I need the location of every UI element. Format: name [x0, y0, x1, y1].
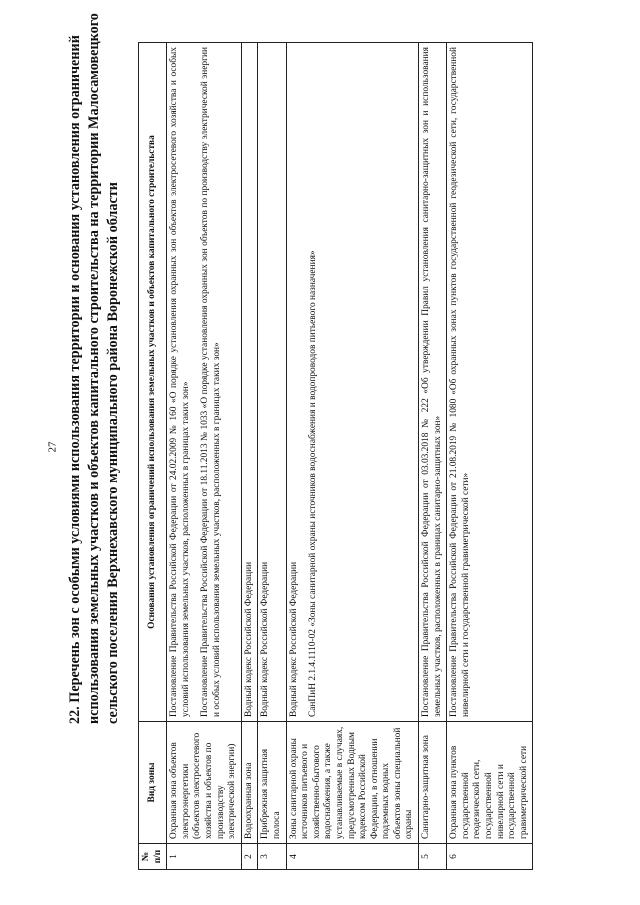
- zone-type: Охранная зона пунктов государственной геодезической сети, государственной нивелирной сети и государственной гравиметрической сети: [447, 722, 533, 844]
- zone-type: Водоохранная зона: [241, 722, 258, 844]
- basis-paragraph: Водный кодекс Российской Федерации: [288, 561, 299, 717]
- row-number: 1: [167, 844, 242, 870]
- title-line: использования земельных участков и объектов капитального строительства на территории Малосамовецкого: [86, 13, 102, 724]
- row-number: 6: [447, 844, 533, 870]
- zones-table: [138, 42, 533, 870]
- rotated-page-content: [66, 13, 586, 874]
- row-number: 3: [258, 844, 286, 870]
- row-number: 5: [419, 844, 447, 870]
- basis-paragraph: Водный кодекс Российской Федерации: [260, 561, 271, 717]
- zone-type: Санитарно-защитная зона: [419, 722, 447, 844]
- table-header-row: [139, 43, 167, 870]
- basis-paragraph: Постановление Правительства Российской Федерации от 03.03.2018 № 222 «Об утверждении Правил установления санитарно-защитных зон и использования земельных участков, расположенных в границах санитарно-защитных зон»: [421, 47, 443, 717]
- header-basis: Основания установления ограничений использования земельных участков и объектов капитального строительства: [139, 43, 167, 722]
- page-number: 27: [46, 441, 59, 453]
- table-row: [419, 43, 447, 870]
- basis-cell: [241, 43, 258, 722]
- basis-paragraph: Водный кодекс Российской Федерации: [243, 561, 254, 717]
- basis-cell: [258, 43, 286, 722]
- zone-type: Прибрежная защитная полоса: [258, 722, 286, 844]
- row-number: 4: [286, 844, 419, 870]
- basis-paragraph: Постановление Правительства Российской Федерации от 18.11.2013 № 1033 «О порядке установления охранных зон объектов по производству электрической энергии и особых условий использования земельных участков, расположенных в границах таких зон»: [200, 47, 222, 717]
- basis-cell: [286, 43, 419, 722]
- table-body: [167, 43, 533, 870]
- basis-cell: [447, 43, 533, 722]
- zone-type: Охранная зона объектов электроэнергетики (объектов электросетевого хозяйства и объектов по производству электрической энергии): [167, 722, 242, 844]
- zone-type: Зоны санитарной охраны источников питьевого и хозяйственно-бытового водоснабжения, а также устанавливаемые в случаях, предусмотренных Водным кодексом Российской Федерации, в отношении подземных водных объектов зоны специальной охраны: [286, 722, 419, 844]
- basis-paragraph: Постановление Правительства Российской Федерации от 24.02.2009 № 160 «О порядке установления охранных зон объектов электросетевого хозяйства и особых условий использования земельных участков, расположенных в границах таких зон»: [169, 47, 191, 717]
- table-row: [167, 43, 242, 870]
- title-line: сельского поселения Верхнехавского муниципального района Воронежской области: [105, 182, 121, 724]
- document-title: [66, 13, 123, 874]
- table-row: [286, 43, 419, 870]
- row-number: 2: [241, 844, 258, 870]
- header-zone-type: Вид зоны: [139, 722, 167, 844]
- header-number: № п/п: [139, 844, 167, 870]
- basis-paragraph: СанПиН 2.1.4.1110-02 «Зоны санитарной охраны источников водоснабжения и водопроводов питьевого назначения»: [308, 250, 319, 717]
- basis-paragraph: Постановление Правительства Российской Федерации от 21.08.2019 № 1080 «Об охранных зонах пунктов государственной геодезической сети, государственной нивелирной сети и государственной гравиметрической сети»: [449, 47, 471, 717]
- title-line: 22. Перечень зон с особыми условиями использования территории и основания установления ограничений: [67, 35, 83, 724]
- table-row: [241, 43, 258, 870]
- basis-cell: [167, 43, 242, 722]
- table-row: [447, 43, 533, 870]
- table-row: [258, 43, 286, 870]
- basis-cell: [419, 43, 447, 722]
